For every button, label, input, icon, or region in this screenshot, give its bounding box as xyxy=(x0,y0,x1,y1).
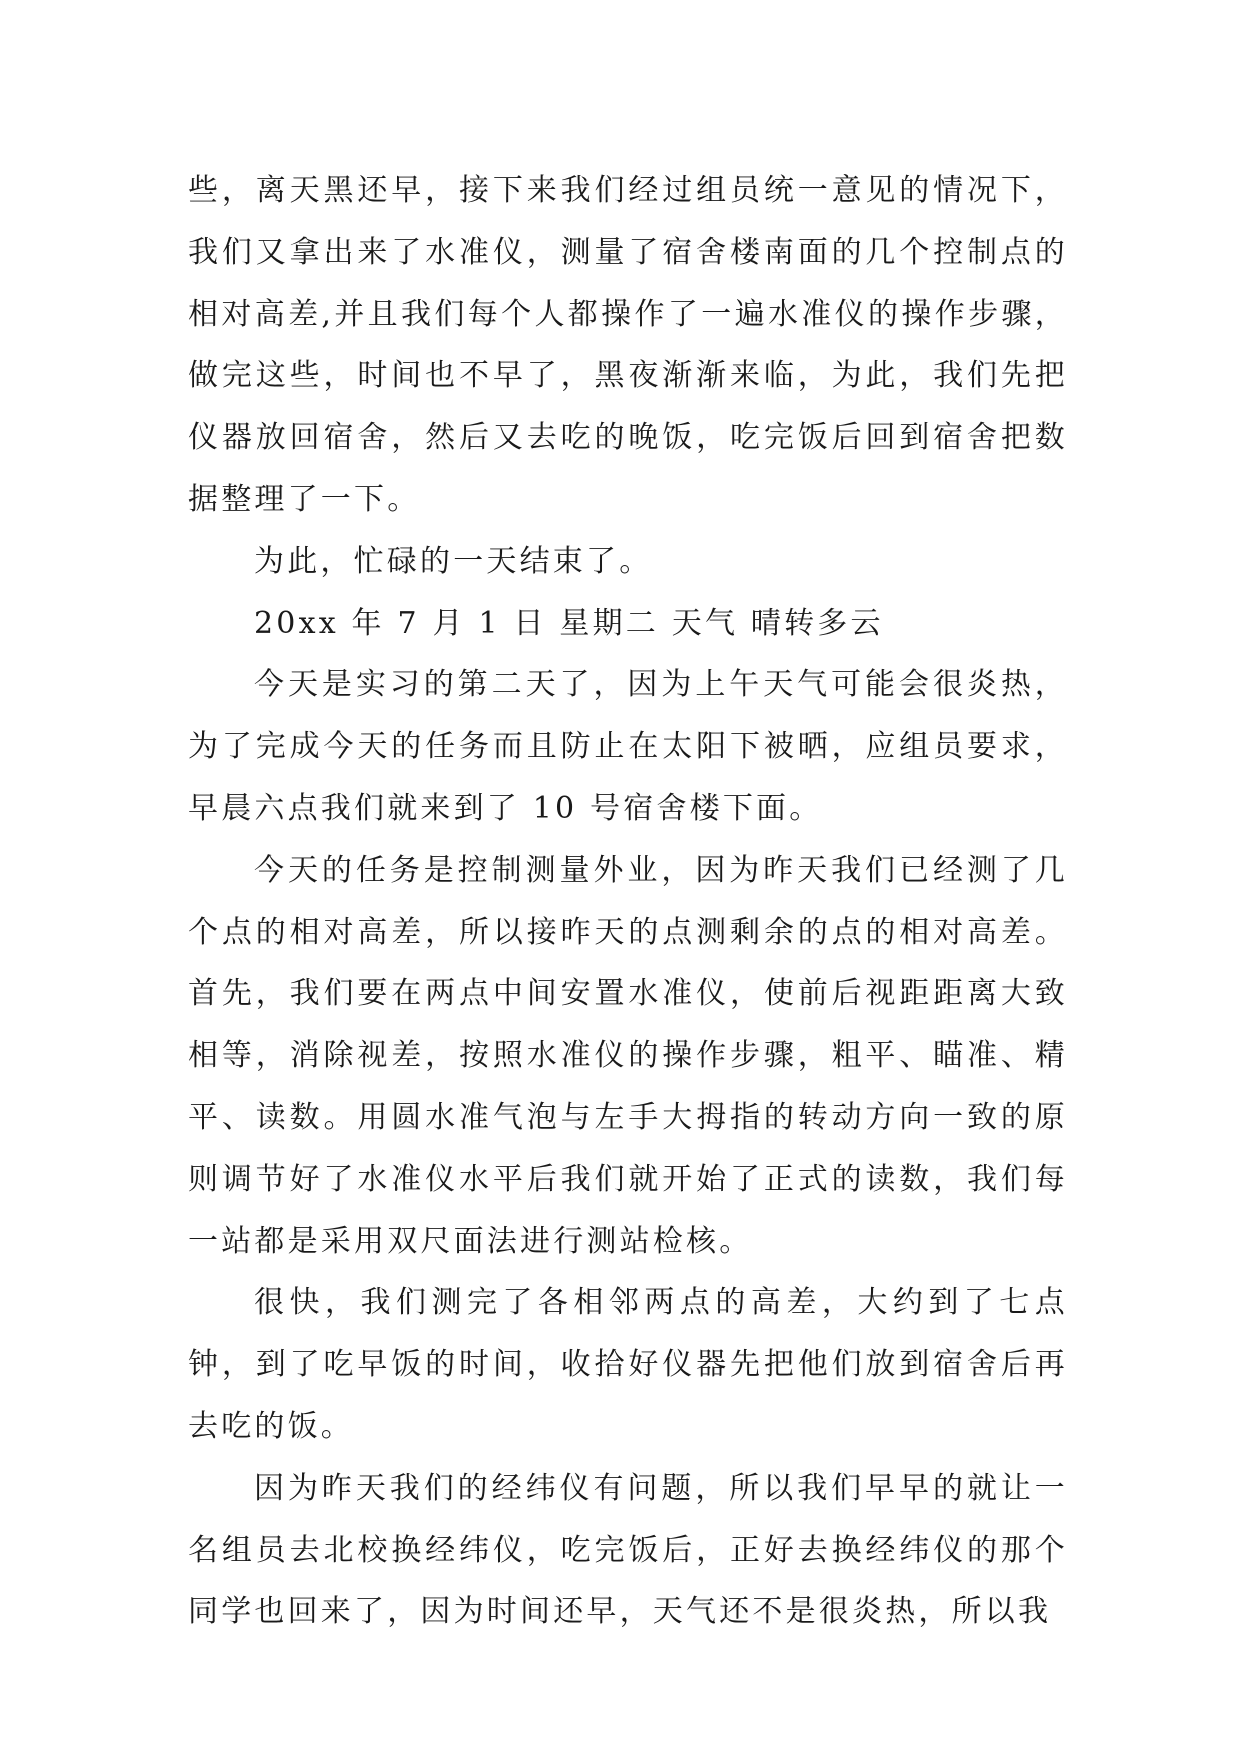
document-body xyxy=(188,160,1068,1643)
paragraph-7: 因为昨天我们的经纬仪有问题，所以我们早早的就让一名组员去北校换经纬仪，吃完饭后，正好去换经纬仪的那个同学也回来了，因为时间还早，天气还不是很炎热，所以我 xyxy=(188,1470,1068,1630)
paragraph-5: 今天的任务是控制测量外业，因为昨天我们已经测了几个点的相对高差，所以接昨天的点测剩余的点的相对高差。首先，我们要在两点中间安置水准仪，使前后视距距离大致相等，消除视差，按照水准仪的操作步骤，粗平、瞄准、精平、读数。用圆水准气泡与左手大拇指的转动方向一致的原则调节好了水准仪水平后我们就开始了正式的读数，我们每一站都是采用双尺面法进行测站检核。 xyxy=(188,852,1068,1259)
date-line: 20xx 年 7 月 1 日 星期二 天气 晴转多云 xyxy=(254,605,884,641)
paragraph-2: 为此，忙碌的一天结束了。 xyxy=(254,543,653,579)
paragraph-4: 今天是实习的第二天了，因为上午天气可能会很炎热，为了完成今天的任务而且防止在太阳下被晒，应组员要求，早晨六点我们就来到了 10 号宿舍楼下面。 xyxy=(188,667,1068,826)
paragraph-6: 很快，我们测完了各相邻两点的高差，大约到了七点钟，到了吃早饭的时间，收拾好仪器先把他们放到宿舍后再去吃的饭。 xyxy=(188,1285,1068,1444)
paragraph-1: 些，离天黑还早，接下来我们经过组员统一意见的情况下，我们又拿出来了水准仪，测量了宿舍楼南面的几个控制点的相对高差,并且我们每个人都操作了一遍水准仪的操作步骤，做完这些，时间也不早了，黑夜渐渐来临，为此，我们先把仪器放回宿舍，然后又去吃的晚饭，吃完饭后回到宿舍把数据整理了一下。 xyxy=(188,173,1068,517)
